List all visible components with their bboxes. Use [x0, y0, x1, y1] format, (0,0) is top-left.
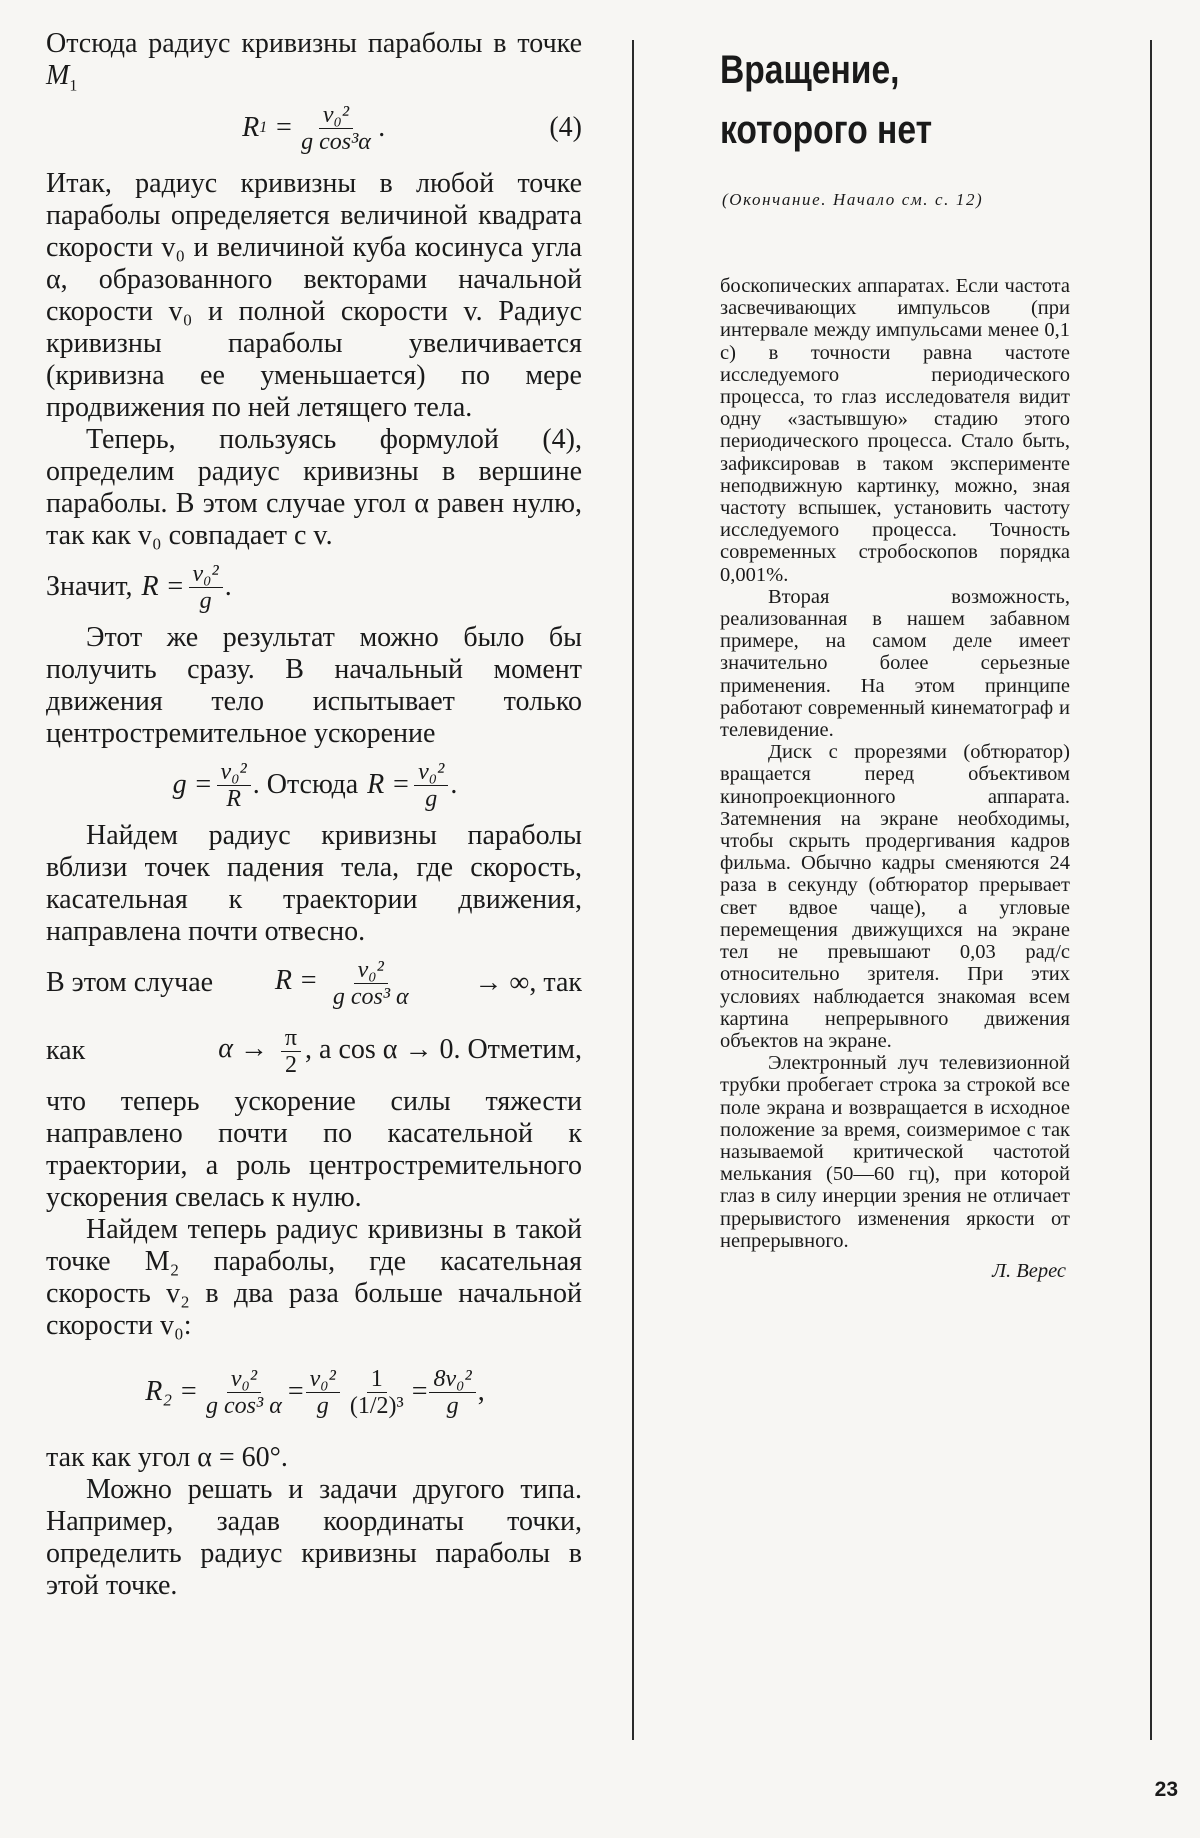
page-number: 23	[1154, 1778, 1178, 1801]
paragraph-falling-points: Найдем радиус кривизны параболы вблизи точек падения тела, где скорость, касательная к траектории движения, направлена почти отвесно.	[46, 820, 582, 947]
article-continuation-note: (Окончание. Начало см. с. 12)	[722, 190, 984, 209]
formula-infinity: В этом случае R = $\frac{\text{v₀²}}{\text{g cos³ α}}$ → ∞, так	[46, 956, 582, 1010]
article-title: Вращение, которого нет	[720, 48, 933, 152]
formula-vertex-radius: Значит, R = $\frac{\text{v₀²}}{g}$ .	[46, 560, 232, 614]
right-column	[720, 275, 1070, 1282]
paragraph-other-problems: Можно решать и задачи другого типа. Например, задав координаты точки, определить радиус кривизны параболы в этой точке.	[46, 1474, 582, 1601]
equation-number: (4)	[549, 112, 582, 143]
column-divider-left	[632, 40, 634, 1740]
equation-4: R 1 = $\frac{\text{v₀²}}{\text{g cos³α}}$ . (4)	[242, 101, 582, 155]
paragraph-same-result: Этот же результат можно было бы получить сразу. В начальный момент движения тело испытывает только центростремительное ускорение	[46, 622, 582, 749]
paragraph-second-possibility: Вторая возможность, реализованная в нашем забавном примере, на самом деле имеет значительно более серьезные применения. На этом принципе работают современный кинематограф и телевидение.	[720, 585, 1070, 742]
paragraph-intro: Отсюда радиус кривизны параболы в точке $M_1$	[46, 28, 582, 95]
paragraph-point-m2: Найдем теперь радиус кривизны в такой точке M₂ параболы, где касательная скорость v₂ в два раза больше начальной скорости v₀:	[46, 1214, 582, 1341]
paragraph-stroboscope: боскопических аппаратах. Если частота засвечивающих импульсов (при интервале между импульсами менее 0,1 с) в точности равна частоте исследуемого периодического процесса, то глаз исследователя видит одну «застывшую» стадию этого периодического процесса. Стало быть, зафиксировав в таком эксперименте неподвижную картинку, можно, зная частоту вспышек, установить частоту исследуемого процесса. Точность современных стробоскопов порядка 0,001%.	[720, 275, 1070, 586]
paragraph-angle-60: так как угол α = 60°.	[46, 1442, 288, 1473]
formula-r2: R₂ = $\frac{\text{v₀²}}{\text{g cos³ α}}$ = $\frac{\text{v₀²}}{g}$ $\frac{1}{\text{(1/2)³}}$ = $\frac{\text{8v₀²}}{g}$ ,	[145, 1365, 485, 1419]
left-column	[46, 28, 582, 1602]
paragraph-obturator: Диск с прорезями (обтюратор) вращается перед объективом кинопроекционного аппарата. Затемнения на экране необходимы, чтобы скрыть продергивания кадров фильма. Обычно кадры сменяются 24 раза в секунду (обтюратор прерывает свет вдвое чаще), а угловые перемещения движущихся на экране тел не превышают 0,03 рад/с относительно зрителя. При этих условиях наблюдается знакомая всем картина непрерывного движения объектов на экране.	[720, 741, 1070, 1052]
formula-pi-half: как α → $\frac{\pi}{2}$ , a cos α → 0. Отметим,	[46, 1024, 582, 1078]
paragraph-tangent: что теперь ускорение силы тяжести направлено почти по касательной к траектории, а роль центростремительного ускорения свелась к нулю.	[46, 1086, 582, 1213]
column-divider-right	[1150, 40, 1152, 1740]
paragraph-television: Электронный луч телевизионной трубки пробегает строка за строкой все поле экрана и возвращается в исходное положение за время, соизмеримое с так называемой критической частотой мелькания (50—60 гц), при которой глаз в силу инерции зрения не отличает прерывистого изменения яркости от непрерывного.	[720, 1052, 1070, 1252]
author-signature: Л. Верес	[992, 1259, 1066, 1282]
paragraph-curvature: Итак, радиус кривизны в любой точке параболы определяется величиной квадрата скорости v₀ и величиной куба косинуса угла α, образованного векторами начальной скорости v₀ и полной скорости v. Радиус кривизны параболы увеличивается (кривизна ее уменьшается) по мере продвижения по ней летящего тела.	[46, 168, 582, 423]
formula-centripetal: g = $\frac{\text{v₀²}}{R}$ . Отсюда R = $\frac{\text{v₀²}}{g}$ .	[172, 758, 458, 812]
paragraph-vertex: Теперь, пользуясь формулой (4), определим радиус кривизны в вершине параболы. В этом случае угол α равен нулю, так как v₀ совпадает с v.	[46, 424, 582, 551]
